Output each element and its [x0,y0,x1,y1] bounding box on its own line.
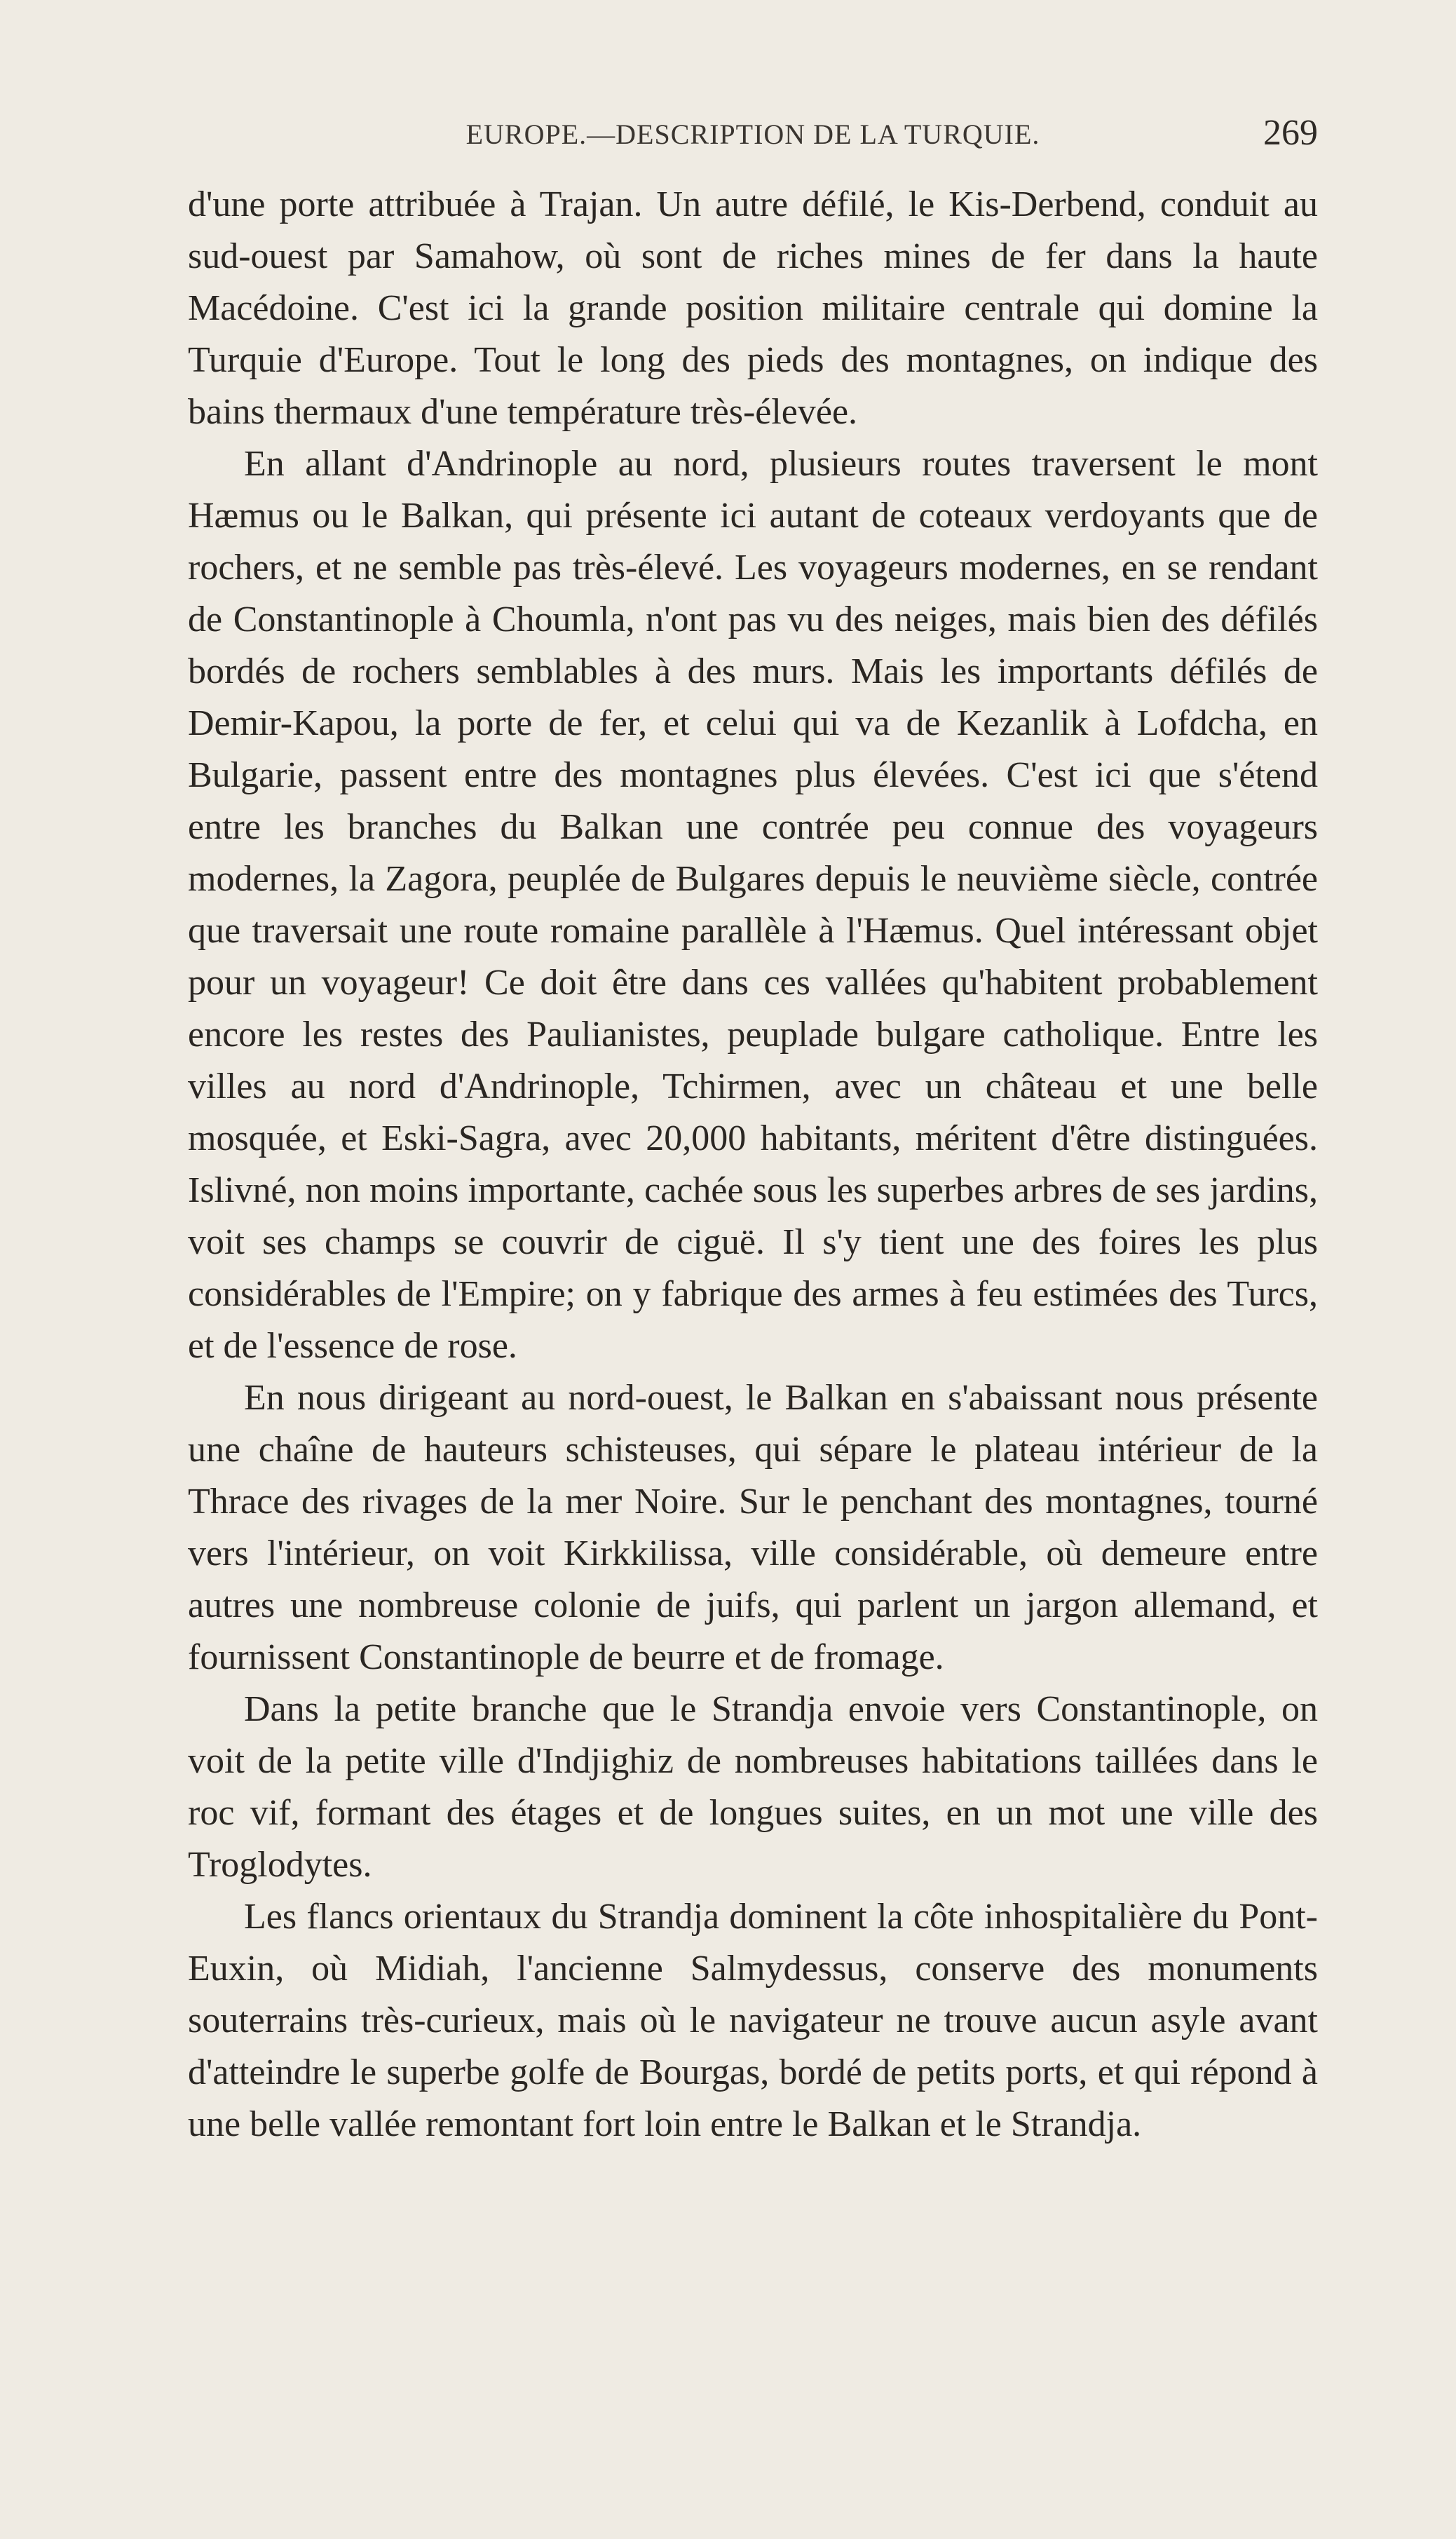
page-number: 269 [1263,113,1318,153]
paragraph-3: En nous dirigeant au nord-ouest, le Balkan en s'abaissant nous présente une chaîne de hauteurs schisteuses, qui sépare le plateau intérieur de la Thrace des rivages de la mer Noire. Sur le penchant des montagnes, tourné vers l'intérieur, on voit Kirkkilissa, ville considérable, où demeure entre autres une nombreuse colonie de juifs, qui parlent un jargon allemand, et fournissent Constantinople de beurre et de fromage. [188,1378,1318,1677]
paragraph-4: Dans la petite branche que le Strandja envoie vers Constantinople, on voit de la petite ville d'Indjighiz de nombreuses habitations taillées dans le roc vif, formant des étages et de longues suites, en un mot une ville des Troglodytes. [188,1689,1318,1885]
paragraph-5: Les flancs orientaux du Strandja dominent la côte inhospitalière du Pont-Euxin, où Midiah, l'ancienne Salmydessus, conserve des monuments souterrains très-curieux, mais où le navigateur ne trouve aucun asyle avant d'atteindre le superbe golfe de Bourgas, bordé de petits ports, et qui répond à une belle vallée remontant fort loin entre le Balkan et le Strandja. [188,1897,1318,2144]
paragraph-1: d'une porte attribuée à Trajan. Un autre défilé, le Kis-Derbend, conduit au sud-ouest par Samahow, où sont de riches mines de fer dans la haute Macédoine. C'est ici la grande position militaire centrale qui domine la Turquie d'Europe. Tout le long des pieds des montagnes, on indique des bains thermaux d'une température très-élevée. [188,184,1318,432]
page-header [188,113,1318,160]
paragraph-2: En allant d'Andrinople au nord, plusieurs routes traversent le mont Hæmus ou le Balkan, qui présente ici autant de coteaux verdoyants que de rochers, et ne semble pas très-élevé. Les voyageurs modernes, en se rendant de Constantinople à Choumla, n'ont pas vu des neiges, mais bien des défilés bordés de rochers semblables à des murs. Mais les importants défilés de Demir-Kapou, la porte de fer, et celui qui va de Kezanlik à Lofdcha, en Bulgarie, passent entre des montagnes plus élevées. C'est ici que s'étend entre les branches du Balkan une contrée peu connue des voyageurs modernes, la Zagora, peuplée de Bulgares depuis le neuvième siècle, contrée que traversait une route romaine parallèle à l'Hæmus. Quel intéressant objet pour un voyageur! Ce doit être dans ces vallées qu'habitent probablement encore les restes des Paulianistes, peuplade bulgare catholique. Entre les villes au nord d'Andrinople, Tchirmen, avec un château et une belle mosquée, et Eski-Sagra, avec 20,000 habitants, méritent d'être distinguées. Islivné, non moins importante, cachée sous les superbes arbres de ses jardins, voit ses champs se couvrir de ciguë. Il s'y tient une des foires les plus considérables de l'Empire; on y fabrique des armes à feu estimées des Turcs, et de l'essence de rose. [188,444,1318,1366]
body-text [188,179,1318,2151]
running-head: EUROPE.—DESCRIPTION DE LA TURQUIE. [465,119,1040,150]
